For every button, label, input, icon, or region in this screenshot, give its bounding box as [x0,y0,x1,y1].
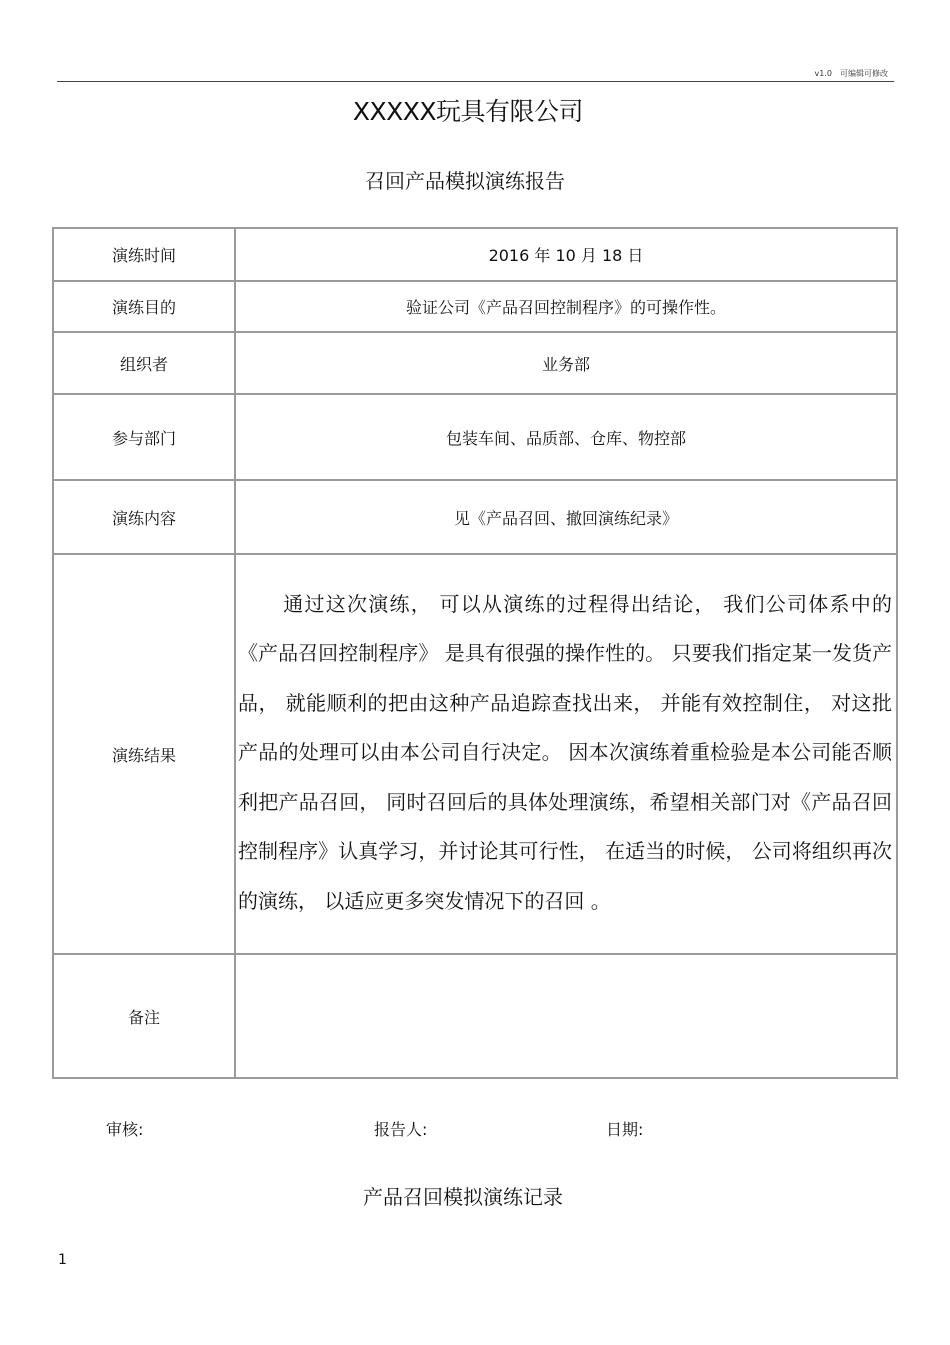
row-label: 演练内容 [53,480,235,554]
table-row [53,954,897,1078]
report-title: 召回产品模拟演练报告 [365,169,565,193]
row-label: 组织者 [53,332,235,394]
record-title: 产品召回模拟演练记录 [363,1185,563,1209]
row-label: 演练目的 [53,281,235,332]
result-paragraph: 通过这次演练， 可以从演练的过程得出结论， 我们公司体系中的《产品召回控制程序》 是具有很强的操作性的。 只要我们指定某一发货产品， 就能顺利的把由这种产品追踪查找出来， 并能有效控制住， 对这批产品的处理可以由本公司自行决定。 因本次演练着重检验是本公司能否顺利把产品召回， 同时召回后的具体处理演练，希望相关部门对《产品召回控制程序》认真学习，并讨论其可行性， 在适当的时候， 公司将组织再次的演练， 以适应更多突发情况下的召回 。 [238,591,892,913]
row-value: 包装车间、品质部、仓库、物控部 [235,394,897,480]
row-label: 参与部门 [53,394,235,480]
header-rule [57,81,894,82]
row-label: 演练时间 [53,228,235,281]
date-label: 日期: [606,1120,644,1139]
table-row [53,394,897,480]
table-row [53,228,897,281]
reporter-label: 报告人: [374,1120,428,1139]
row-value: 2016 年 10 月 18 日 [235,228,897,281]
remarks-value [235,954,897,1078]
page-number: 1 [58,1252,67,1268]
row-label: 演练结果 [53,554,235,954]
table-row [53,281,897,332]
table-row [53,554,897,954]
version-note: v1.0 可编辑可修改 [814,69,888,78]
row-value: 验证公司《产品召回控制程序》的可操作性。 [235,281,897,332]
company-title: XXXXX玩具有限公司 [352,97,584,126]
report-table [52,227,898,1079]
result-text [236,576,896,933]
row-value: 业务部 [235,332,897,394]
table-row [53,480,897,554]
table-row [53,332,897,394]
reviewer-label: 审核: [106,1120,144,1139]
result-cell [235,554,897,954]
row-value: 见《产品召回、撤回演练纪录》 [235,480,897,554]
row-label: 备注 [53,954,235,1078]
